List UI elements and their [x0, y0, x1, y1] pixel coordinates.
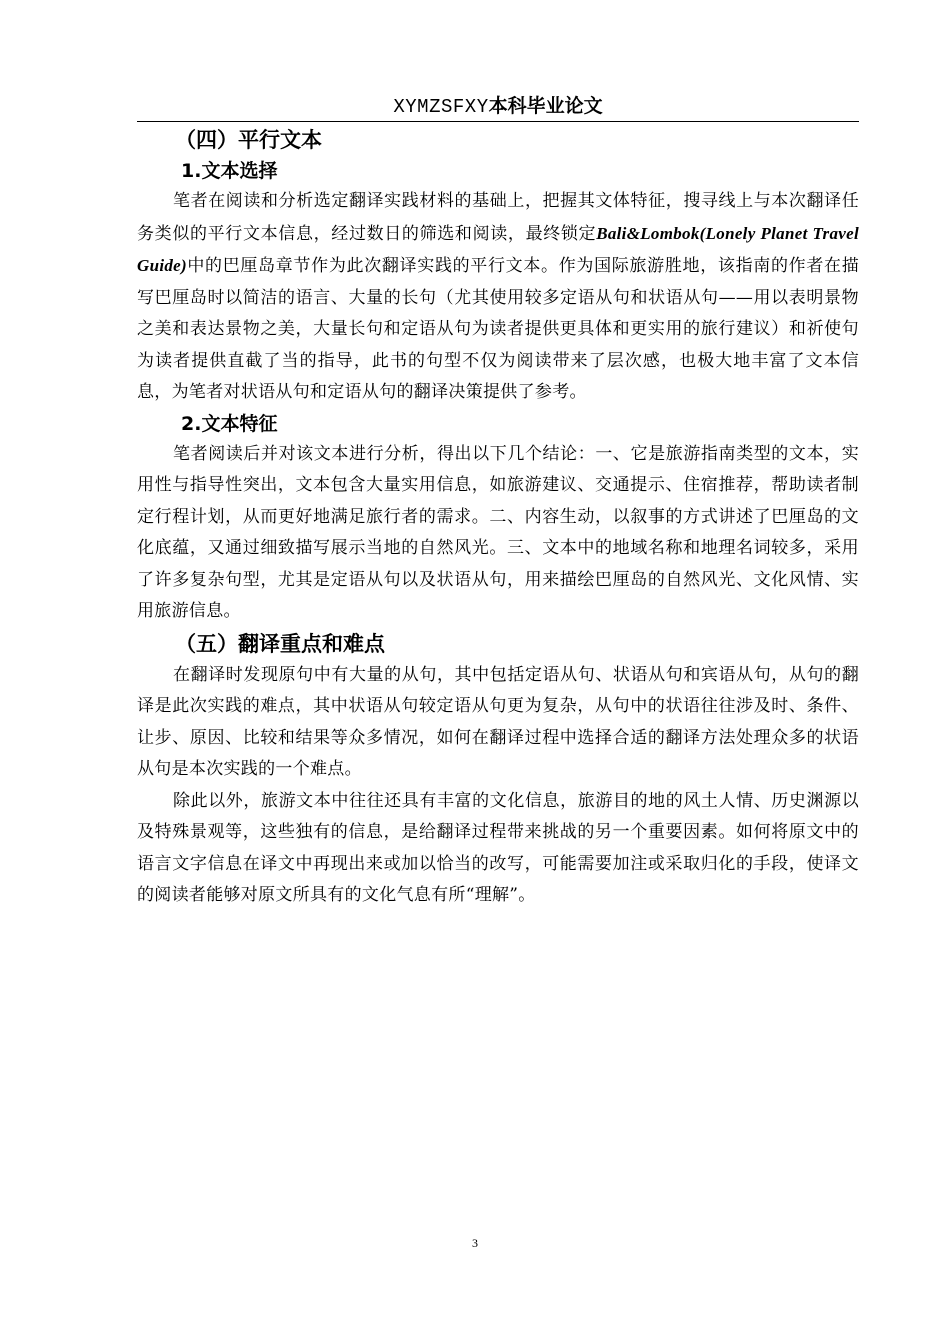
- section-4-2-title: 2.文本特征: [181, 412, 278, 435]
- header-rule: [137, 121, 859, 122]
- book-title: Bali&Lombok(Lonely Planet Travel Guide): [137, 223, 859, 275]
- page-body: [137, 124, 859, 912]
- section-5-title: （五）翻译重点和难点: [175, 631, 385, 656]
- paragraph-text-features: 笔者阅读后并对该文本进行分析，得出以下几个结论：一、它是旅游指南类型的文本，实用性与指导性突出，文本包含大量实用信息，如旅游建议、交通提示、住宿推荐，帮助读者制定行程计划，从而更好地满足旅行者的需求。二、内容生动，以叙事的方式讲述了巴厘岛的文化底蕴，又通过细致描写展示当地的自然风光。三、文本中的地域名称和地理名词较多，采用了许多复杂句型，尤其是定语从句以及状语从句，用来描绘巴厘岛的自然风光、文化风情、实用旅游信息。: [137, 443, 859, 621]
- header-title: 本科毕业论文: [488, 95, 603, 117]
- paragraph-text-selection: [137, 186, 859, 409]
- paragraph-difficulty-2: 除此以外，旅游文本中往往还具有丰富的文化信息，旅游目的地的风土人情、历史渊源以及特殊景观等，这些独有的信息，是给翻译过程带来挑战的另一个重要因素。如何将原文中的语言文字信息在译文中再现出来或加以恰当的改写，可能需要加注或采取归化的手段，使译文的阅读者能够对原文所具有的文化气息有所“理解”。: [137, 790, 859, 905]
- paragraph-part: 笔者在阅读和分析选定翻译实践材料的基础上，把握其文体特征，搜寻线上与本次翻译任务类似的平行文本信息，经过数日的筛选和阅读，最终锁定: [137, 191, 859, 244]
- header-latin: XYMZSFXY: [393, 96, 489, 118]
- page-header: [137, 92, 859, 121]
- paragraph-difficulty-1: 在翻译时发现原句中有大量的从句，其中包括定语从句、状语从句和宾语从句，从句的翻译是此次实践的难点，其中状语从句较定语从句更为复杂，从句中的状语往往涉及时、条件、让步、原因、比较和结果等众多情况，如何在翻译过程中选择合适的翻译方法处理众多的状语从句是本次实践的一个难点。: [137, 664, 859, 779]
- paragraph-part: 中的巴厘岛章节作为此次翻译实践的平行文本。作为国际旅游胜地，该指南的作者在描写巴厘岛时以简洁的语言、大量的长句（尤其使用较多定语从句和状语从句——用以表明景物之美和表达景物之美，大量长句和定语从句为读者提供更具体和更实用的旅行建议）和祈使句为读者提供直截了当的指导，此书的句型不仅为阅读带来了层次感，也极大地丰富了文本信息，为笔者对状语从句和定语从句的翻译决策提供了参考。: [137, 256, 859, 402]
- section-4-1-title: 1.文本选择: [181, 160, 278, 182]
- page-number: 3: [472, 1236, 478, 1250]
- section-4-title: （四）平行文本: [175, 128, 322, 152]
